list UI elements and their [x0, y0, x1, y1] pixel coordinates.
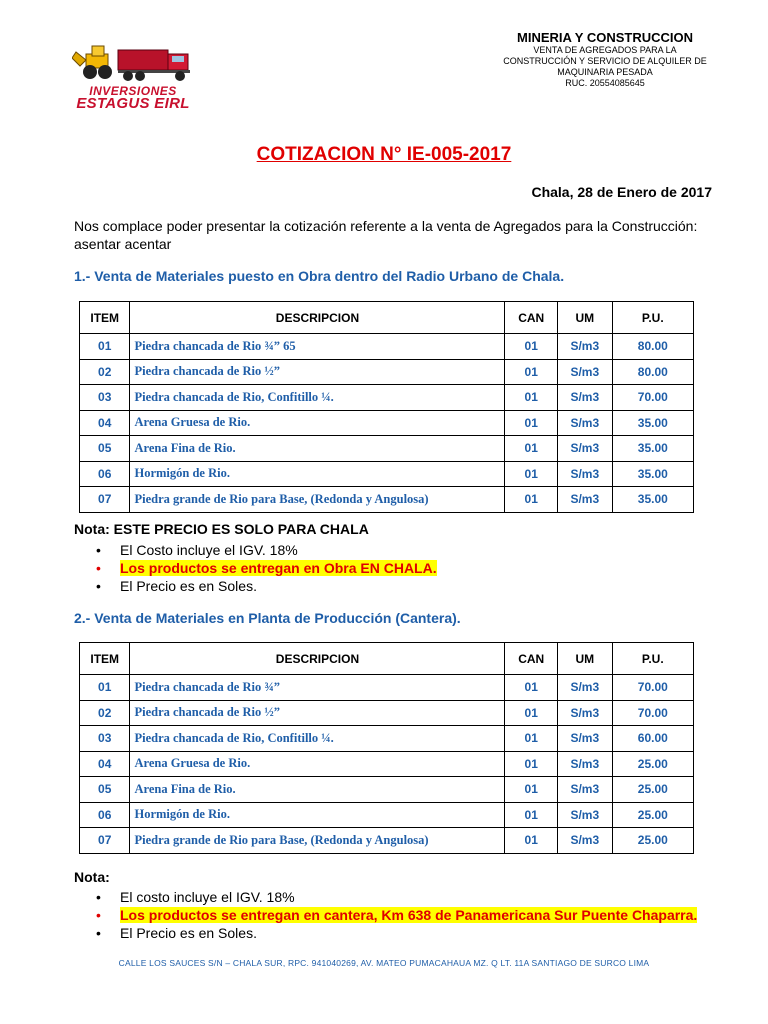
logo-text-line2: ESTAGUS EIRL: [76, 95, 190, 112]
cell-um: S/m3: [557, 461, 612, 487]
cell-can: 01: [505, 726, 558, 752]
table-row: [80, 675, 694, 701]
cell-can: 01: [505, 359, 558, 385]
table-row: [80, 359, 694, 385]
cell-can: 01: [505, 385, 558, 411]
company-logo: [72, 40, 194, 112]
list-item: [74, 888, 714, 906]
cell-um: S/m3: [557, 385, 612, 411]
col-header-um: UM: [557, 643, 612, 675]
cell-can: 01: [505, 334, 558, 360]
cell-descripcion: Arena Gruesa de Rio.: [130, 751, 505, 777]
table-row: [80, 334, 694, 360]
cell-descripcion: Arena Fina de Rio.: [130, 436, 505, 462]
cell-item: 03: [80, 385, 130, 411]
cell-um: S/m3: [557, 726, 612, 752]
loader-truck-icon: [72, 40, 194, 86]
col-header-pu: P.U.: [612, 643, 693, 675]
table-row: [80, 777, 694, 803]
table-row: [80, 385, 694, 411]
cell-item: 05: [80, 436, 130, 462]
cell-um: S/m3: [557, 410, 612, 436]
intro-paragraph: Nos complace poder presentar la cotización referente a la venta de Agregados para la Construcción: asentar acentar: [74, 218, 698, 252]
cell-item: 03: [80, 726, 130, 752]
table-header-row: [80, 643, 694, 675]
cell-pu: 70.00: [612, 675, 693, 701]
footer-address: CALLE LOS SAUCES S/N – CHALA SUR, RPC. 941040269, AV. MATEO PUMACAHAUA MZ. Q LT. 11A SANTIAGO DE SURCO LIMA: [118, 958, 650, 968]
section2-nota: Nota:: [74, 869, 110, 885]
company-name: MINERIA Y CONSTRUCCION: [517, 30, 693, 45]
cell-descripcion: Piedra chancada de Rio, Confitillo ¼.: [130, 726, 505, 752]
bullet-text: El Precio es en Soles.: [120, 925, 257, 941]
cell-descripcion: Piedra chancada de Rio ¾” 65: [130, 334, 505, 360]
table-row: [80, 802, 694, 828]
cell-descripcion: Piedra chancada de Rio ¾”: [130, 675, 505, 701]
cell-descripcion: Hormigón de Rio.: [130, 461, 505, 487]
company-header: [470, 30, 740, 89]
logo-text-line1: INVERSIONES: [89, 84, 177, 98]
cell-pu: 25.00: [612, 802, 693, 828]
cell-pu: 35.00: [612, 436, 693, 462]
cell-item: 04: [80, 410, 130, 436]
cell-can: 01: [505, 461, 558, 487]
cell-can: 01: [505, 828, 558, 854]
cell-can: 01: [505, 410, 558, 436]
cell-um: S/m3: [557, 777, 612, 803]
cell-descripcion: Piedra grande de Rio para Base, (Redonda y Angulosa): [130, 487, 505, 513]
cell-descripcion: Piedra chancada de Rio, Confitillo ¼.: [130, 385, 505, 411]
cell-can: 01: [505, 675, 558, 701]
cell-pu: 35.00: [612, 461, 693, 487]
cell-um: S/m3: [557, 487, 612, 513]
col-header-can: CAN: [505, 302, 558, 334]
cell-item: 06: [80, 802, 130, 828]
cell-can: 01: [505, 751, 558, 777]
cell-item: 07: [80, 828, 130, 854]
bullet-text-highlight: Los productos se entregan en cantera, Km 638 de Panamericana Sur Puente Chaparra.: [120, 907, 698, 923]
cell-pu: 25.00: [612, 777, 693, 803]
col-header-can: CAN: [505, 643, 558, 675]
cell-can: 01: [505, 436, 558, 462]
cell-item: 02: [80, 700, 130, 726]
header-ruc: RUC. 20554085645: [565, 78, 645, 88]
bullet-text: El Costo incluye el IGV. 18%: [120, 542, 298, 558]
col-header-um: UM: [557, 302, 612, 334]
bullet-text-highlight: Los productos se entregan en Obra EN CHALA.: [120, 560, 437, 576]
cell-pu: 25.00: [612, 828, 693, 854]
cell-pu: 80.00: [612, 334, 693, 360]
cell-um: S/m3: [557, 700, 612, 726]
cell-can: 01: [505, 777, 558, 803]
cell-descripcion: Arena Gruesa de Rio.: [130, 410, 505, 436]
section2-bullets: [74, 888, 714, 942]
cell-descripcion: Arena Fina de Rio.: [130, 777, 505, 803]
cell-item: 04: [80, 751, 130, 777]
list-item: [74, 924, 714, 942]
cell-can: 01: [505, 700, 558, 726]
cell-item: 01: [80, 334, 130, 360]
cell-um: S/m3: [557, 436, 612, 462]
list-item: [74, 559, 714, 577]
header-line-1: VENTA DE AGREGADOS PARA LA: [533, 45, 677, 55]
cell-pu: 35.00: [612, 487, 693, 513]
cell-item: 05: [80, 777, 130, 803]
cell-descripcion: Piedra chancada de Rio ½”: [130, 359, 505, 385]
cell-item: 01: [80, 675, 130, 701]
cell-pu: 80.00: [612, 359, 693, 385]
section2-table: [79, 642, 694, 854]
table-header-row: [80, 302, 694, 334]
bullet-text: El costo incluye el IGV. 18%: [120, 889, 295, 905]
document-title: COTIZACION N° IE-005-2017: [256, 144, 512, 165]
cell-pu: 70.00: [612, 700, 693, 726]
cell-pu: 25.00: [612, 751, 693, 777]
list-item: [74, 577, 714, 595]
cell-item: 07: [80, 487, 130, 513]
list-item: [74, 541, 714, 559]
cell-pu: 35.00: [612, 410, 693, 436]
section1-table: [79, 301, 694, 513]
col-header-pu: P.U.: [612, 302, 693, 334]
cell-descripcion: Hormigón de Rio.: [130, 802, 505, 828]
section1-title: 1.- Venta de Materiales puesto en Obra dentro del Radio Urbano de Chala.: [74, 268, 565, 284]
cell-item: 06: [80, 461, 130, 487]
header-line-2: CONSTRUCCIÓN Y SERVICIO DE ALQUILER DE: [503, 56, 707, 66]
table-row: [80, 751, 694, 777]
section2-title: 2.- Venta de Materiales en Planta de Producción (Cantera).: [74, 610, 461, 626]
cell-um: S/m3: [557, 675, 612, 701]
table-row: [80, 828, 694, 854]
cell-pu: 60.00: [612, 726, 693, 752]
table-row: [80, 726, 694, 752]
header-line-3: MAQUINARIA PESADA: [557, 67, 653, 77]
col-header-descripcion: DESCRIPCION: [130, 643, 505, 675]
cell-um: S/m3: [557, 334, 612, 360]
cell-can: 01: [505, 802, 558, 828]
cell-pu: 70.00: [612, 385, 693, 411]
bullet-text: El Precio es en Soles.: [120, 578, 257, 594]
document-date: Chala, 28 de Enero de 2017: [531, 184, 712, 200]
col-header-item: ITEM: [80, 302, 130, 334]
col-header-descripcion: DESCRIPCION: [130, 302, 505, 334]
cell-um: S/m3: [557, 802, 612, 828]
table-row: [80, 410, 694, 436]
cell-can: 01: [505, 487, 558, 513]
list-item: [74, 906, 714, 924]
cell-um: S/m3: [557, 828, 612, 854]
cell-um: S/m3: [557, 359, 612, 385]
cell-descripcion: Piedra grande de Rio para Base, (Redonda y Angulosa): [130, 828, 505, 854]
section1-bullets: [74, 541, 714, 595]
table-row: [80, 436, 694, 462]
table-row: [80, 487, 694, 513]
cell-descripcion: Piedra chancada de Rio ½”: [130, 700, 505, 726]
table-row: [80, 461, 694, 487]
section1-nota: Nota: ESTE PRECIO ES SOLO PARA CHALA: [74, 521, 369, 537]
col-header-item: ITEM: [80, 643, 130, 675]
cell-item: 02: [80, 359, 130, 385]
cell-um: S/m3: [557, 751, 612, 777]
table-row: [80, 700, 694, 726]
